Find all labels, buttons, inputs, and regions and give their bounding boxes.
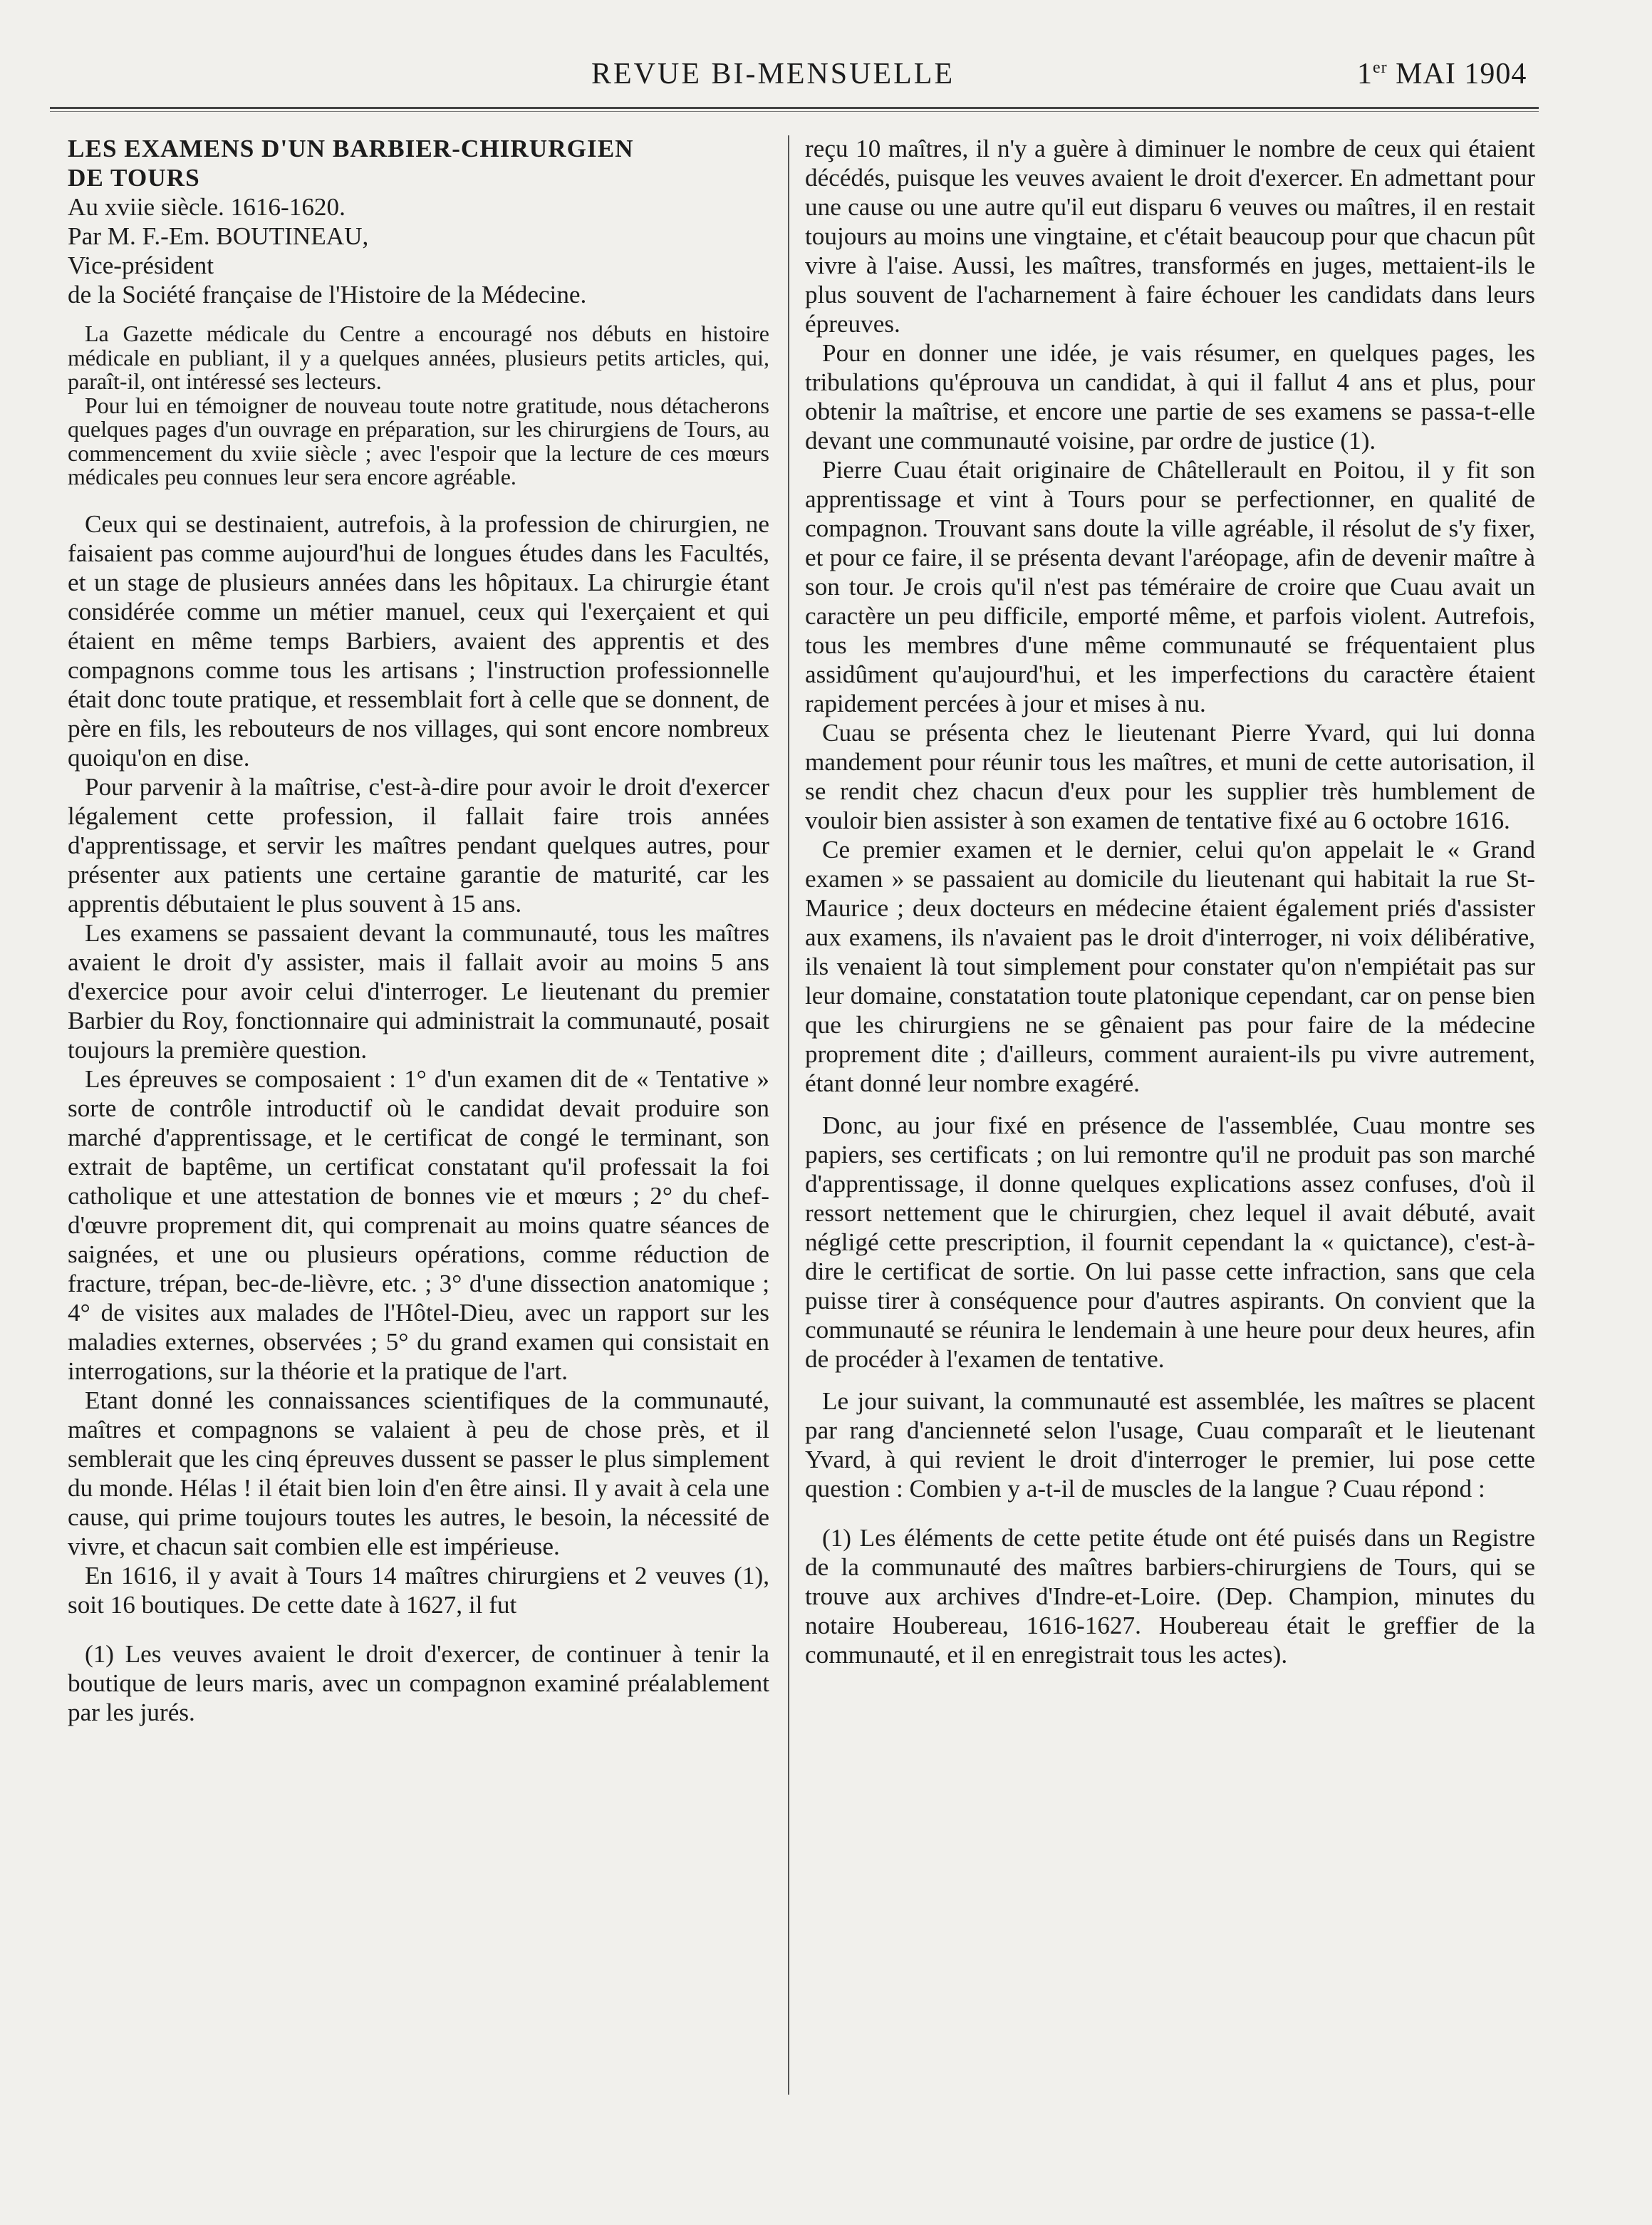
intro-paragraph: Pour lui en témoigner de nouveau toute notre gratitude, nous détacherons quelques pages d'un ouvrage en préparation, sur les chirurgiens de Tours, au commencement du xviie siècle ; avec l'espoir que la lecture de ces mœurs médicales peu connues leur sera encore agréable. — [68, 392, 769, 489]
body-paragraph: reçu 10 maîtres, il n'y a guère à diminuer le nombre de ceux qui étaient décédés, puisque les veuves avaient le droit d'exercer. En admettant pour une cause ou une autre qu'il eut disparu 6 veuves ou maîtres, il en restait toujours au moins une vingtaine, et c'était beaucoup pour que chacun pût vivre à l'aise. Aussi, les maîtres, transformés en juges, mettaient-ils le plus souvent de l'acharnement à faire échouer les candidats dans leurs épreuves. — [805, 135, 1535, 338]
author-role: Vice-président — [68, 251, 214, 279]
article-title-line2: DE TOURS — [68, 164, 200, 192]
date-ordinal: er — [1373, 58, 1388, 77]
footnote: (1) Les éléments de cette petite étude ont été puisés dans un Registre de la communauté des maîtres barbiers-chirurgiens de Tours, qui se trouve aux archives d'Indre-et-Loire. (Dep. Champion, minutes du notaire Houbereau, 1616-1627. Houbereau était le greffier de la communauté, et il en enregistrait tous les actes). — [805, 1524, 1535, 1669]
date-month-year: MAI 1904 — [1387, 58, 1527, 90]
column-divider — [788, 135, 789, 2095]
journal-title: REVUE BI-MENSUELLE — [591, 58, 955, 90]
body-paragraph: Pour parvenir à la maîtrise, c'est-à-dire pour avoir le droit d'exercer légalement cette profession, il fallait faire trois années d'apprentissage, et servir les maîtres pendant quelques autres, pour présenter aux patients une certaine garantie de maturité, car les apprentis débutaient le plus souvent à 15 ans. — [68, 772, 769, 918]
date-day: 1 — [1357, 58, 1373, 90]
body-paragraph: Le jour suivant, la communauté est assemblée, les maîtres se placent par rang d'ancienneté selon l'usage, Cuau comparaît et le lieutenant Yvard, à qui revient le droit d'interroger le premier, lui pose cette question : Combien y a-t-il de muscles de la langue ? Cuau répond : — [805, 1387, 1535, 1503]
left-column — [68, 134, 769, 1727]
body-paragraph: En 1616, il y avait à Tours 14 maîtres chirurgiens et 2 veuves (1), soit 16 boutiques. De cette date à 1627, il fut — [68, 1561, 769, 1619]
article-subtitle: Au xviie siècle. 1616-1620. — [68, 193, 346, 221]
body-paragraph: Les épreuves se composaient : 1° d'un examen dit de « Tentative » sorte de contrôle introductif où le candidat devait produire son marché d'apprentissage, et le certificat de congé le terminant, son extrait de baptême, un certificat constatant qu'il professait la foi catholique et une attestation de bonnes vie et mœurs ; 2° du chef-d'œuvre proprement dit, qui comprenait au moins quatre séances de saignées, et une ou plusieurs opérations, comme réduction de fracture, trépan, bec-de-lièvre, etc. ; 3° d'une dissection anatomique ; 4° de visites aux malades de l'Hôtel-Dieu, avec un rapport sur les maladies externes, observées ; 5° du grand examen qui consistait en interrogations, sur la théorie et la pratique de l'art. — [68, 1064, 769, 1385]
body-paragraph: Etant donné les connaissances scientifiques de la communauté, maîtres et compagnons se valaient à peu de chose près, et il semblerait que les cinq épreuves dussent se passer le plus simplement du monde. Hélas ! il était bien loin d'en être ainsi. Il y avait à cela une cause, qui prime toujours toutes les autres, le besoin, la nécessité de vivre, et chacun sait combien elle est impérieuse. — [68, 1386, 769, 1560]
body-paragraph: Ce premier examen et le dernier, celui qu'on appelait le « Grand examen » se passaient au domicile du lieutenant qui habitait la rue St-Maurice ; deux docteurs en médecine étaient également priés d'assister aux examens, ils n'avaient pas le droit d'interroger, ni voix délibérative, ils venaient là tout simplement pour constater qu'on n'empiétait pas sur leur domaine, constatation toute platonique cependant, car on pense bien que les chirurgiens ne se gênaient pas pour faire de la médecine proprement dite ; d'ailleurs, comment auraient-ils pu vivre autrement, étant donné leur nombre exagéré. — [805, 836, 1535, 1097]
body-paragraph: Les examens se passaient devant la communauté, tous les maîtres avaient le droit d'y assister, mais il fallait avoir au moins 5 ans d'exercice pour avoir celui d'interroger. Le lieutenant du premier Barbier du Roy, fonctionnaire qui administrait la communauté, posait toujours la première question. — [68, 918, 769, 1064]
body-paragraph: Donc, au jour fixé en présence de l'assemblée, Cuau montre ses papiers, ses certificats ; on lui remontre qu'il ne produit pas son marché d'apprentissage, il donne quelques explications assez confuses, d'où il ressort nettement que le chirurgien, chez lequel il avait débuté, avait négligé cette prescription, il fournit cependant la « quictance), c'est-à-dire le certificat de sortie. On lui passe cette infraction, sans que cela puisse tirer à conséquence pour d'autres aspirants. On convient que la communauté se réunira le lendemain à une heure pour deux heures, afin de procéder à l'examen de tentative. — [805, 1111, 1535, 1373]
issue-date — [1357, 57, 1527, 91]
right-column — [805, 134, 1535, 1669]
body-paragraph: Ceux qui se destinaient, autrefois, à la profession de chirurgien, ne faisaient pas comme aujourd'hui de longues études dans les Facultés, et un stage de plusieurs années dans les hôpitaux. La chirurgie étant considérée comme un métier manuel, ceux qui l'exerçaient et qui étaient en même temps Barbiers, avaient des apprentis et des compagnons comme tous les artisans ; l'instruction professionnelle était donc toute pratique, et ressemblait fort à celle que se donnent, de père en fils, les rebouteurs de nos villages, qui sont encore nombreux quoiqu'on en dise. — [68, 509, 769, 772]
article-author: Par M. F.-Em. BOUTINEAU, — [68, 222, 369, 250]
header-rule — [50, 107, 1539, 112]
intro-block — [68, 322, 769, 489]
footnote: (1) Les veuves avaient le droit d'exercer, de continuer à tenir la boutique de leurs maris, avec un compagnon examiné préalablement par les jurés. — [68, 1639, 769, 1726]
intro-paragraph: La Gazette médicale du Centre a encouragé nos débuts en histoire médicale en publiant, il y a quelques années, plusieurs petits articles, qui, paraît-il, ont intéressé ses lecteurs. — [68, 321, 769, 394]
body-paragraph: Cuau se présenta chez le lieutenant Pierre Yvard, qui lui donna mandement pour réunir tous les maîtres, et muni de cette autorisation, il se rendit chez chacun d'eux pour les supplier très humblement de vouloir bien assister à son examen de tentative fixé au 6 octobre 1616. — [805, 719, 1535, 834]
article-title-line1: LES EXAMENS D'UN BARBIER-CHIRURGIEN — [68, 135, 634, 162]
body-paragraph: Pierre Cuau était originaire de Châtellerault en Poitou, il y fit son apprentissage et vint à Tours pour se perfectionner, en qualité de compagnon. Trouvant sans doute la ville agréable, il résolut de s'y fixer, et pour ce faire, il se présenta devant l'aréopage, afin de devenir maître à son tour. Je crois qu'il n'est pas téméraire de croire que Cuau avait un caractère un peu difficile, emporté même, et parfois violent. Autrefois, tous les membres d'une même communauté se fréquentaient plus assidûment qu'aujourd'hui, et les imperfections du caractère étaient rapidement percées à jour et mises à nu. — [805, 456, 1535, 717]
body-paragraph: Pour en donner une idée, je vais résumer, en quelques pages, les tribulations qu'éprouva un candidat, à qui il fallut 4 ans et plus, pour obtenir la maîtrise, et encore une partie de ses examens se passa-t-elle devant une communauté voisine, par ordre de justice (1). — [805, 339, 1535, 455]
author-society: de la Société française de l'Histoire de la Médecine. — [68, 281, 587, 308]
